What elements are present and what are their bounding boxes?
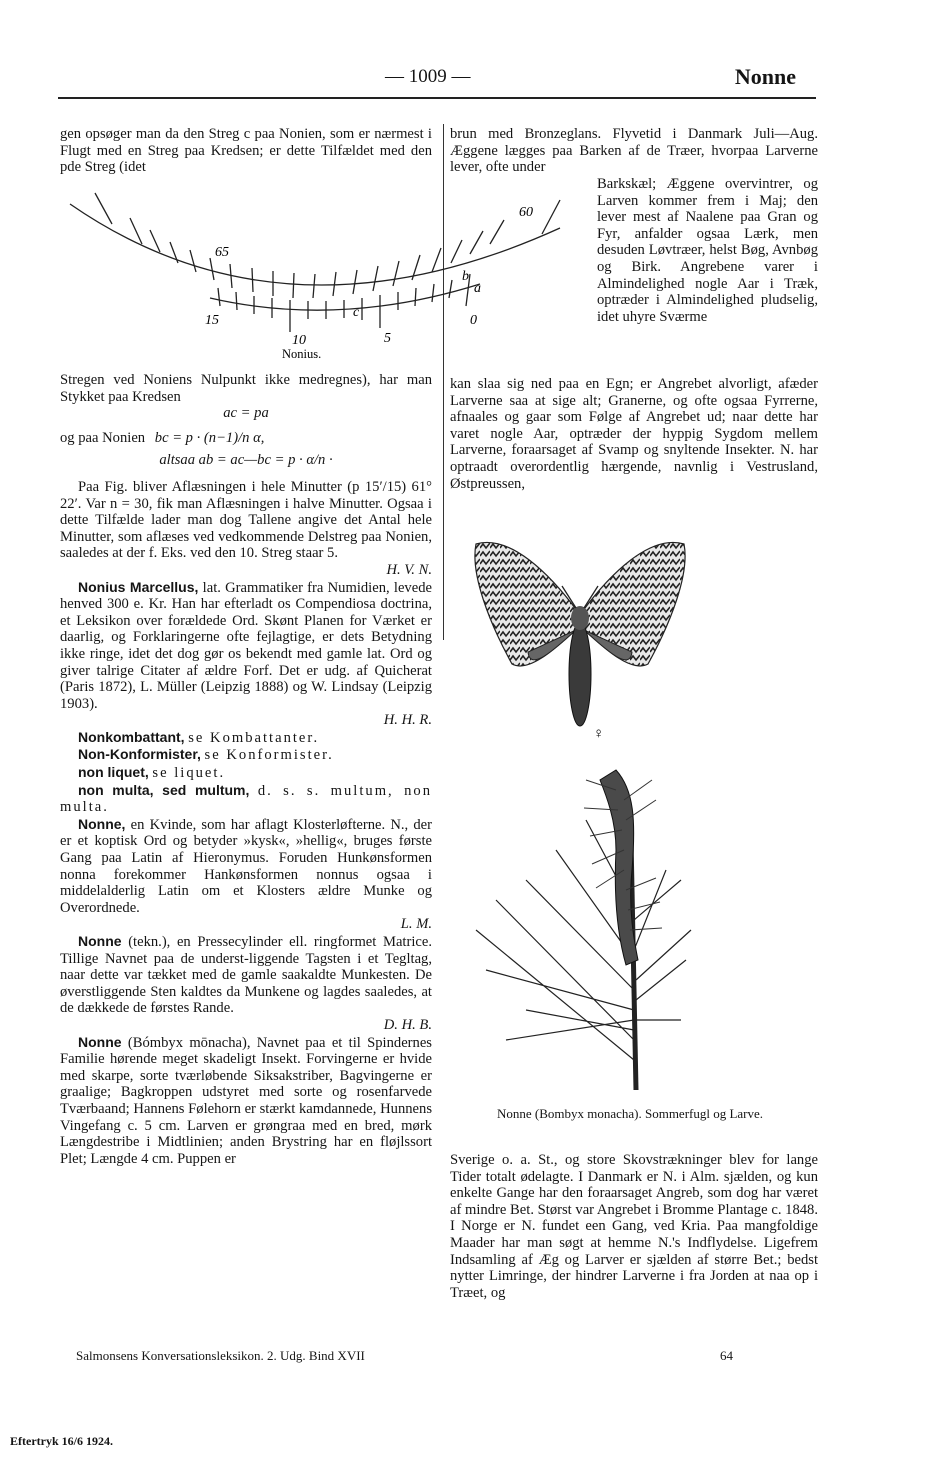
vernier-label-0: 0 — [470, 313, 477, 328]
left-column — [60, 372, 432, 1167]
entry-head-non-multa: non multa, sed multum, — [78, 781, 250, 798]
entry-head-marcellus: Nonius Marcellus, — [78, 578, 199, 595]
entry-ref-non-konformister: se Konformister. — [204, 747, 334, 764]
entry-text-nonne-kvinde: en Kvinde, som har aflagt Klosterløfterne. N., der er et koptisk Ord og betyder »kysk«, »hellig«, bruges første Gang paa Latin af Hieronymus. Foruden Hunkønsformen nonna forekommer Hankønsformen nonnus ogsaa i middelalderlig Latin om et Klosters ældre Munke og Overordnede. — [60, 816, 432, 916]
signature-hvn: H. V. N. — [386, 561, 432, 578]
formula-bc: bc = p · (n−1)/n α, — [154, 429, 265, 446]
entry-head-non-konformister: Non-Konformister, — [78, 746, 201, 763]
left-intro — [60, 126, 432, 176]
point-label-a: a — [474, 281, 481, 296]
signature-dhb: D. H. B. — [383, 1016, 432, 1033]
right-full-text — [450, 376, 818, 492]
signature-lm: L. M. — [400, 916, 432, 933]
entry-ref-non-multa: d. s. s. multum, non multa. — [60, 782, 433, 816]
entry-nonius-marcellus — [60, 579, 432, 713]
entry-ref-non-liquet: se liquet. — [152, 765, 226, 782]
footer-source: Salmonsens Konversationsleksikon. 2. Udg. Bind XVII — [76, 1348, 365, 1363]
page-number: — 1009 — — [385, 66, 471, 87]
point-label-b: b — [462, 269, 469, 284]
point-label-c: c — [353, 305, 360, 320]
vernier-label-15: 15 — [205, 313, 219, 328]
caterpillar-illustration — [466, 760, 696, 1100]
formula-ab: altsaa ab = ac—bc = p · α/n · — [159, 452, 333, 469]
entry-nonkombattant — [60, 729, 432, 747]
outer-scale-arc — [70, 204, 560, 285]
header-rule — [58, 97, 816, 99]
formula-ac: ac = pa — [223, 405, 269, 422]
entry-non-liquet — [60, 764, 432, 782]
right-bottom-text — [450, 1152, 818, 1301]
entry-non-multa — [60, 782, 432, 816]
right-narrow-paragraph: Barkskæl; Æggene overvintrer, og Larven kommer frem i Maj; den lever mest af Naalene paa Gran og Fyr, anfalder ogsaa Lærk, men desuden Løvtræer, helst Bøg, Avnbøg og Birk. Angrebene varer i Almindelighed nogle Aar i Træk, optræder i Almindelighed pludselig, idet uhyre Sværme — [597, 176, 818, 325]
formula-bc-line — [60, 430, 432, 447]
entry-nonne-insekt — [60, 1034, 432, 1168]
running-head: Nonne — [734, 64, 796, 89]
moth-illustration — [470, 534, 690, 744]
entry-nonne-kvinde — [60, 816, 432, 917]
scale-label-60: 60 — [519, 205, 533, 220]
right-bottom-paragraph: Sverige o. a. St., og store Skovstrækninger blev for lange Tider totalt ødelagte. I Danmark er N. i Alm. sjælden, og kun enkelte Gange har den foraarsaget Angreb, som dog har været af mindre Bet. Størst var Angrebet i Bromme Plantage c. 1848. I Norge er N. fundet een Gang, ved Kria. Paa mangfoldige Maader har man søgt at hemme N.'s Indflydelse. Ligefrem Indsamling af Æg og Larver er sjælden af større Bet.; bedst nytter Limringe, der hindrer Larverne i fra Jorden at naa op i Træet, og — [450, 1152, 818, 1301]
figure-caption: Nonius. — [282, 347, 322, 361]
entry-head-nonkombattant: Nonkombattant, — [78, 728, 185, 745]
after-figure-text: Stregen ved Noniens Nulpunkt ikke medregnes), har man Stykket paa Kredsen — [60, 372, 432, 405]
entry-head-nonne-tekn: Nonne — [78, 933, 122, 949]
vernier-figure — [60, 188, 590, 368]
entry-nonne-tekn — [60, 933, 432, 1017]
illustration-caption: Nonne (Bombyx monacha). Sommerfugl og Larve. — [496, 1106, 764, 1121]
right-full-paragraph: kan slaa sig ned paa en Egn; er Angrebet alvorligt, afæder Larverne saa at sige alt; Granerne, og ofte ogsaa Fyrrerne, afnaales og gaar som Følge af Angrebet ud; naar dette har varet nogle Aar, optræder der hyppig Sygdom mellem Larverne, foraarsaget af Svamp og snyltende Insekter. N. har optraadt overordentlig hærgende, navnlig i Vestrusland, Østpreussen, — [450, 376, 818, 492]
entry-head-nonne-kvinde: Nonne, — [78, 815, 126, 832]
footer-reprint-note: Eftertryk 16/6 1924. — [10, 1434, 113, 1448]
vernier-arc — [210, 284, 480, 310]
female-symbol: ♀ — [593, 726, 605, 742]
formula-bc-lead: og paa Nonien — [60, 429, 146, 446]
entry-text-nonne-insekt: (Bómbyx mōnacha), Navnet paa et til Spindernes Familie hørende meget skadeligt Insekt. Forvingerne er hvide med skarpe, sorte tværløbende Siksakstriber, Bagvingerne er graalige; Bagkroppen udstyret med sorte og rosenfarvede Tværbaand; Hannens Følehorn er stærkt kamdannede, Hunnens Vingefang c. 5 cm. Larven er grøngraa med en bred, mørk Længdestribe i Midtlinien; anden Brystring har en fløjlssort Plet; Længde 4 cm. Puppen er — [60, 1034, 432, 1167]
vernier-label-5: 5 — [384, 331, 391, 346]
entry-text-marcellus: lat. Grammatiker fra Numidien, levede henved 300 e. Kr. Han har efterladt os Compendiosa doctrina, et Leksikon over forældede Ord. Skønt Planen for Værket er daarlig, og Forklaringerne ofte fejlagtige, er dets Betydning ikke ringe, idet det dog gør os bekendt med gamle lat. Ord og giver talrige Citater af ældre Forf. Det er udg. af Quicherat (Paris 1872), L. Müller (Leipzig 1888) og W. Lindsay (Leipzig 1903). — [60, 579, 432, 712]
entry-non-konformister — [60, 746, 432, 764]
right-narrow-text — [597, 176, 818, 325]
entry-head-non-liquet: non liquet, — [78, 764, 149, 781]
scale-label-65: 65 — [215, 245, 229, 260]
reading-paragraph: Paa Fig. bliver Aflæsningen i hele Minutter (p 15′/15) 61° 22′. Var n = 30, fik man Aflæsningen i halve Minutter. Ogsaa i dette Tilfælde lader man dog Tallene angive det Antal hele Minutter, som aflæses ved vedkommende Delstreg paa Nonien, saaledes at der f. Eks. ved den 10. Streg staar 5. — [60, 478, 432, 562]
entry-head-nonne-insekt: Nonne — [78, 1033, 122, 1050]
intro-paragraph: gen opsøger man da den Streg c paa Nonien, som er nærmest i Flugt med en Streg paa Kredsen; er dette Tilfældet med den pde Streg (idet — [60, 126, 432, 176]
entry-text-nonne-tekn: (tekn.), en Pressecylinder ell. ringformet Matrice. Tillige Navnet paa de underst-liggende Tagsten i et Tegltag, naar dette var tækket med de gamle saakaldte Munkesten. De øverstliggende Sten kaldtes da Munkene og lagdes saaledes, at de dækkede de førstes Rande. — [60, 934, 432, 1017]
right-top-text — [450, 126, 818, 176]
footer-sheet-number: 64 — [720, 1348, 733, 1363]
right-top-paragraph: brun med Bronzeglans. Flyvetid i Danmark Juli—Aug. Æggene lægges paa Barken af de Træer, hvorpaa Larverne lever, ofte under — [450, 126, 818, 176]
signature-hhr: H. H. R. — [383, 712, 432, 729]
vernier-label-10: 10 — [292, 333, 306, 348]
entry-ref-nonkombattant: se Kombattanter. — [188, 729, 320, 746]
